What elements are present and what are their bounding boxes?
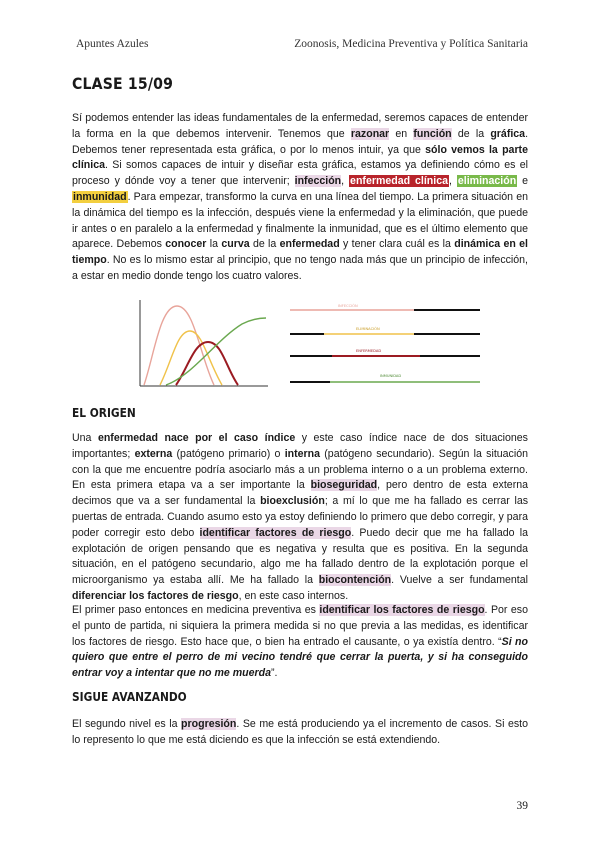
section-heading-avanzando: SIGUE AVANZANDO: [72, 689, 187, 704]
paragraph-origen: Una enfermedad nace por el caso índice y este caso índice nace de dos situaciones importantes; externa (patógeno primario) o interna (patógeno secundario). Según la situación con la que me encuentre podría asociarlo más a un problema interno o a un problema externo. En esta primera etapa va a ser importante la bioseguridad, pero dentro de esta externa decimos que va a ser fundamental la bioexclusión; a mí lo que me ha fallado es cerrar las puertas de entrada. Cuando asumo esto ya estoy definiendo lo primero que debo corregir, y para poder corregir esto debo identificar factores de riesgo. Puedo decir que me ha fallado la explotación de origen pensando que es negativa y resulta que es positiva. En la segunda situación, en el patógeno secundario, algo me ha fallado dentro de la explotación porque el microorganismo ya estaba allí. Me ha fallado la biocontención. Vuelve a ser fundamental diferenciar los factores de riesgo, en este caso internos.: [72, 432, 529, 602]
paragraph-intro: Sí podemos entender las ideas fundamentales de la enfermedad, seremos capaces de entender la forma en la que debemos intervenir. Tenemos que razonar en función de la gráfica. Debemos tener representada esta gráfica, o por lo menos intuir, ya que sólo vemos la parte clínica. Si somos capaces de intuir y diseñar esta gráfica, estamos ya definiendo cómo es el proceso y dónde voy a tener que intervenir; infección, enfermedad clínica, eliminación e inmunidad. Para empezar, transformo la curva en una línea del tiempo. La primera situación en la dinámica del tiempo es la infección, después viene la enfermedad y la eliminación, que puede ir antes o en paralelo a la enfermedad y finalmente la inmunidad, que es el último elemento que aparece. Debemos conocer la curva de la enfermedad y tener clara cuál es la dinámica en el tiempo. No es lo mismo estar al principio, que no tengo nada más que un principio de infección, a estar en medio donde tengo los cuatro valores.: [72, 112, 529, 282]
header-left: Apuntes Azules: [76, 38, 149, 50]
paragraph-progresion: El segundo nivel es la progresión. Se me está produciendo ya el incremento de casos. Si esto lo represento lo que me está diciendo es que la infección se está extendiendo.: [72, 718, 528, 746]
timeline-label-enfermedad: ENFERMEDAD: [356, 349, 382, 353]
page-title: CLASE 15/09: [72, 74, 174, 93]
header-right: Zoonosis, Medicina Preventiva y Política Sanitaria: [294, 38, 528, 50]
timeline-chart: [290, 298, 480, 388]
disease-curve-chart: [132, 296, 272, 392]
paragraph-factores: El primer paso entonces en medicina preventiva es identificar los factores de riesgo. Por eso el punto de partida, ni siquiera la primera medida si no que previa a las medidas, es identificar los factores de riesgo. Esto hace que, o bien ha entrado el causante, o ya existía dentro. “Si no quiero que entre el perro de mi vecino tendré que cerrar la puerta, y si ha conseguido entrar voy a intentar que no me muerda”.: [72, 604, 528, 680]
timeline-label-eliminacion: ELIMINACIÓN: [356, 327, 380, 331]
section-heading-origen: EL ORIGEN: [72, 405, 136, 420]
curve-enfermedad: [176, 342, 238, 385]
timeline-label-inmunidad: INMUNIDAD: [380, 374, 402, 378]
timeline-label-infeccion: INFECCIÓN: [338, 304, 358, 308]
page-number: 39: [516, 800, 528, 812]
